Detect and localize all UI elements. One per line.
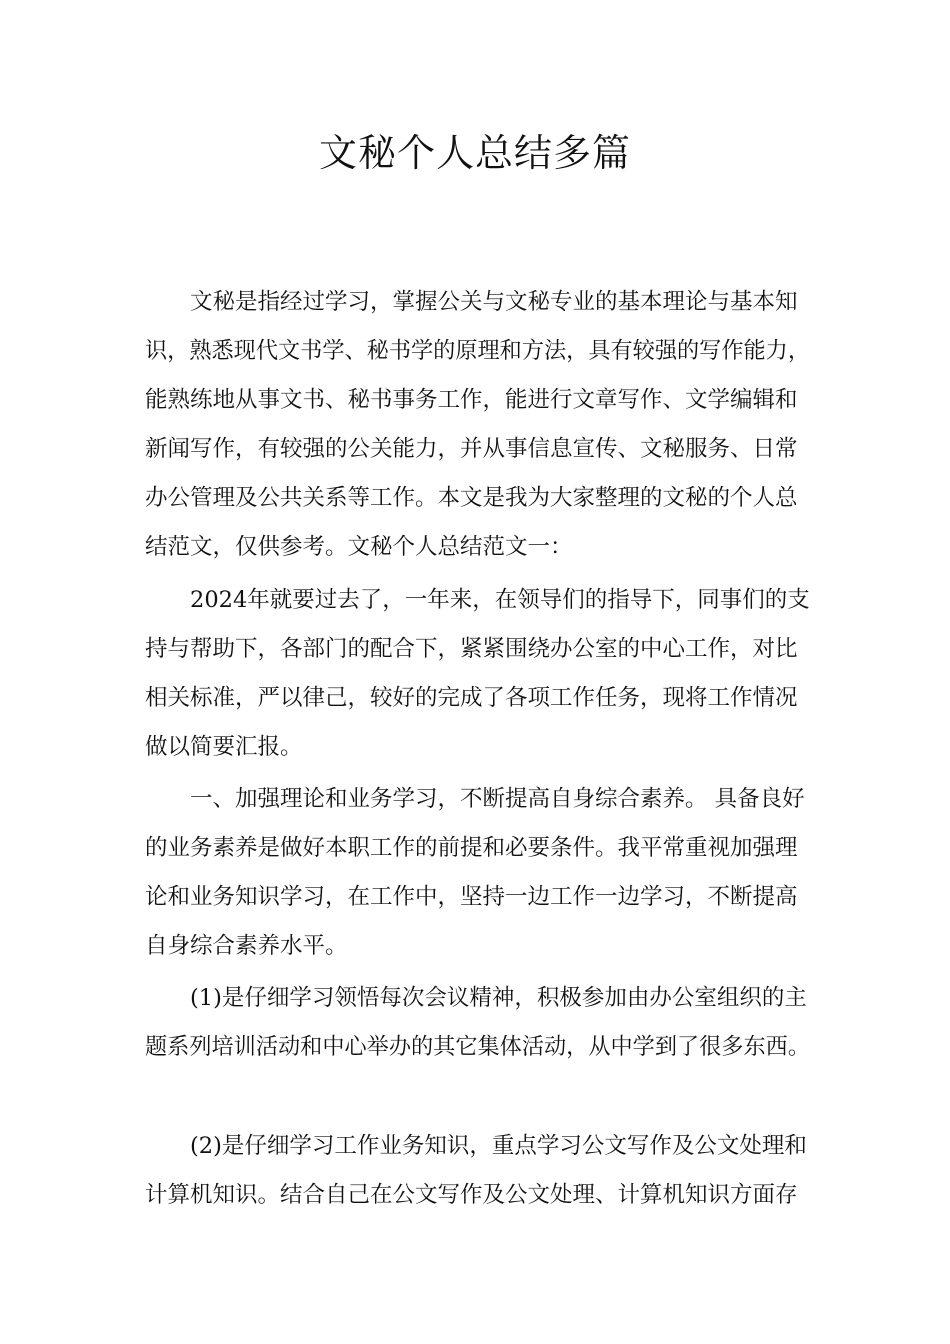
paragraph-line: 题系列培训活动和中心举办的其它集体活动，从中学到了很多东西。: [145, 1034, 811, 1060]
document-title: 文秘个人总结多篇: [318, 131, 631, 175]
paragraph-line: 一、加强理论和业务学习，不断提高自身综合素养。 具备良好: [190, 786, 805, 812]
paragraph-line: (2)是仔细学习工作业务知识，重点学习公文写作及公文处理和: [190, 1133, 807, 1159]
paragraph-line: 持与帮助下，各部门的配合下，紧紧围绕办公室的中心工作，对比: [145, 636, 798, 662]
paragraph-line: 识，熟悉现代文书学、秘书学的原理和方法，具有较强的写作能力，: [145, 338, 811, 364]
paragraph-line: 计算机知识。结合自己在公文写作及公文处理、计算机知识方面存: [145, 1182, 798, 1208]
paragraph-line: 能熟练地从事文书、秘书事务工作，能进行文章写作、文学编辑和: [145, 387, 798, 413]
paragraph-line: 新闻写作，有较强的公关能力，并从事信息宣传、文秘服务、日常: [145, 436, 798, 462]
paragraph-line: 论和业务知识学习，在工作中，坚持一边工作一边学习，不断提高: [145, 884, 798, 910]
paragraph-line: 2024年就要过去了，一年来，在领导们的指导下，同事们的支: [190, 587, 810, 613]
paragraph-line: 文秘是指经过学习，掌握公关与文秘专业的基本理论与基本知: [190, 289, 798, 315]
paragraph-line: 自身综合素养水平。: [145, 933, 348, 959]
paragraph-line: 相关标准，严以律己，较好的完成了各项工作任务，现将工作情况: [145, 685, 798, 711]
paragraph-line: 结范文，仅供参考。文秘个人总结范文一：: [145, 534, 573, 560]
paragraph-line: 做以简要汇报。: [145, 734, 303, 760]
paragraph-line: 的业务素养是做好本职工作的前提和必要条件。我平常重视加强理: [145, 835, 798, 861]
paragraph-line: (1)是仔细学习领悟每次会议精神，积极参加由办公室组织的主: [190, 985, 807, 1011]
paragraph-line: 办公管理及公共关系等工作。本文是我为大家整理的文秘的个人总: [145, 485, 798, 511]
